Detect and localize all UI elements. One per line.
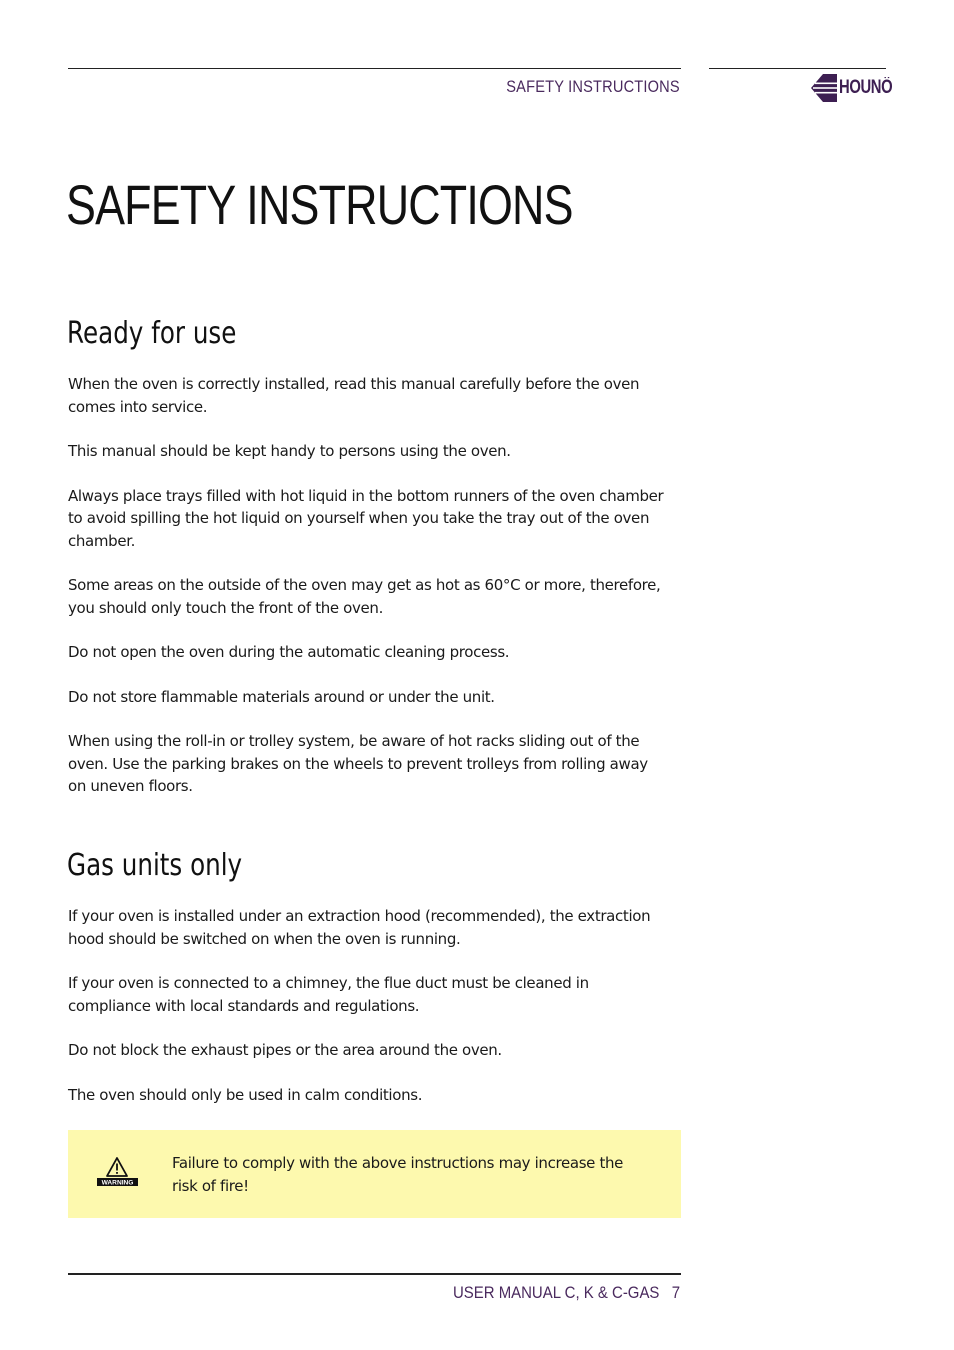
ready-for-use-body [68,373,668,820]
warning-box [68,1130,681,1218]
paragraph: Some areas on the outside of the oven may get as hot as 60°C or more, therefore, you should only touch the front of the oven. [68,576,661,617]
section-heading-gas-units-only: Gas units only [67,848,243,883]
paragraph: When the oven is correctly installed, read this manual carefully before the oven comes into service. [68,375,640,416]
header-section-label: SAFETY INSTRUCTIONS [506,77,680,96]
paragraph: Do not block the exhaust pipes or the area around the oven. [68,1041,502,1059]
paragraph: This manual should be kept handy to persons using the oven. [68,442,511,460]
paragraph: Do not open the oven during the automatic cleaning process. [68,643,510,661]
paragraph: If your oven is installed under an extraction hood (recommended), the extraction hood should be switched on when the oven is running. [68,907,651,948]
warning-text: Failure to comply with the above instructions may increase the risk of fire! [172,1154,624,1195]
footer-rule [68,1273,681,1275]
paragraph: Do not store flammable materials around or under the unit. [68,687,495,706]
logo-mark-icon [811,74,837,102]
section-heading-ready-for-use: Ready for use [67,316,237,351]
logo-text: HOUNÖ [839,77,893,98]
paragraph: The oven should only be used in calm conditions. [68,1085,423,1104]
header-rule-right [709,68,886,69]
warning-icon [96,1156,140,1188]
page-title: SAFETY INSTRUCTIONS [66,173,573,236]
paragraph: When using the roll-in or trolley system, be aware of hot racks sliding out of the oven. Use the parking brakes on the wheels to prevent trolleys from rolling away on uneven floors. [68,732,648,795]
warning-icon-label: WARNING [101,1179,134,1187]
brand-logo [811,74,907,102]
header-rule-left [68,68,681,69]
footer [453,1283,680,1303]
footer-manual-name: USER MANUAL C, K & C-GAS [452,1283,660,1302]
paragraph: If your oven is connected to a chimney, the flue duct must be cleaned in compliance with local standards and regulations. [68,974,589,1015]
gas-units-only-body [68,905,668,1128]
paragraph: Always place trays filled with hot liquid in the bottom runners of the oven chamber to avoid spilling the hot liquid on yourself when you take the tray out of the oven chamber. [68,486,664,550]
page-number: 7 [671,1283,680,1302]
